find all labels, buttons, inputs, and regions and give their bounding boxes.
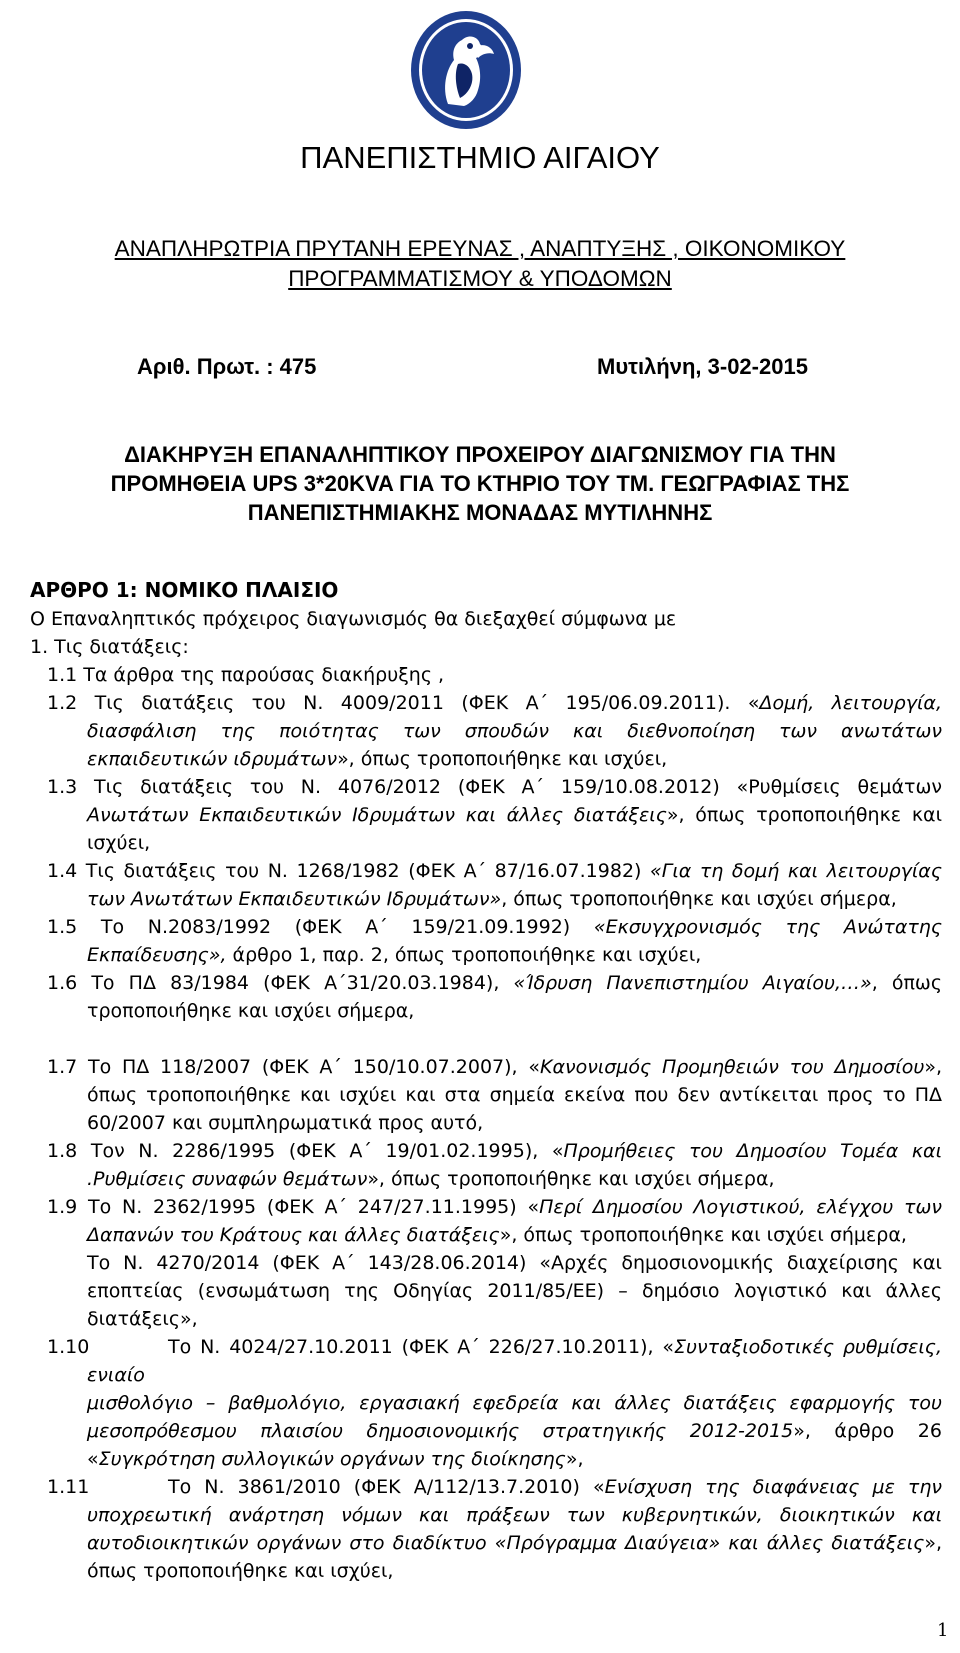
item-1-7-line-1: 1.7 Το ΠΔ 118/2007 (ΦΕΚ Α΄ 150/10.07.2007), «Κανονισμός Προμηθειών του Δημοσίου», xyxy=(47,1056,942,1078)
item-1-10-line-3: μισθολόγιο – βαθμολόγιο, εργασιακή εφεδρεία και άλλες διατάξεις εφαρμογής του xyxy=(87,1392,942,1414)
item-1-11-line-3: αυτοδιοικητικών οργάνων στο διαδίκτυο «Πρόγραμμα Διαύγεια» και άλλες διατάξεις», xyxy=(87,1532,942,1554)
item-1-3-line-3: ισχύει, xyxy=(87,832,151,854)
item-1-10-line-4: μεσοπρόθεσμου πλαισίου δημοσιονομικής στρατηγικής 2012-2015», άρθρο 26 xyxy=(87,1420,942,1442)
item-1-9-line-5: διατάξεις», xyxy=(87,1308,198,1330)
item-1-9-line-3: Το Ν. 4270/2014 (ΦΕΚ Α΄ 143/28.06.2014) «Αρχές δημοσιονομικής διαχείρισης και xyxy=(87,1252,942,1274)
protocol-number: Αριθ. Πρωτ. : 475 xyxy=(137,354,317,379)
item-1-9-line-4: εποπτείας (ενσωμάτωση της Οδηγίας 2011/85/ΕΕ) – δημόσιο λογιστικό και άλλες xyxy=(87,1280,942,1302)
office-line-1: ΑΝΑΠΛΗΡΩΤΡΙΑ ΠΡΥΤΑΝΗ ΕΡΕΥΝΑΣ , ΑΝΑΠΤΥΞΗΣ , ΟΙΚΟΝΟΜΙΚΟΥ xyxy=(114,236,846,261)
item-1-6-line-2: τροποποιήθηκε και ισχύει σήμερα, xyxy=(87,1000,415,1022)
office-line-2: ΠΡΟΓΡΑΜΜΑΤΙΣΜΟΥ & ΥΠΟΔΟΜΩΝ xyxy=(288,266,672,291)
item-1-1: 1.1 Τα άρθρα της παρούσας διακήρυξης , xyxy=(47,664,445,686)
article-heading: ΑΡΘΡΟ 1: ΝΟΜΙΚΟ ΠΛΑΙΣΙΟ xyxy=(30,578,339,602)
page-number: 1 xyxy=(937,1620,949,1641)
item-1-3-line-2: Ανωτάτων Εκπαιδευτικών Ιδρυμάτων και άλλες διατάξεις», όπως τροποποιήθηκε και xyxy=(87,804,942,826)
item-1-6-line-1: 1.6 Το ΠΔ 83/1984 (ΦΕΚ Α΄31/20.03.1984), «Ίδρυση Πανεπιστημίου Αιγαίου,…», όπως xyxy=(47,972,942,994)
place-date: Μυτιλήνη, 3-02-2015 xyxy=(597,354,808,379)
university-seal-logo xyxy=(408,8,524,132)
subject-line-1: ΔΙΑΚΗΡΥΞΗ ΕΠΑΝΑΛΗΠΤΙΚΟΥ ΠΡΟΧΕΙΡΟΥ ΔΙΑΓΩΝΙΣΜΟΥ ΓΙΑ ΤΗΝ xyxy=(124,442,836,467)
item-1-10-line-1: Το Ν. 4024/27.10.2011 (ΦΕΚ Α΄ 226/27.10.2011), «Συνταξιοδοτικές ρυθμίσεις, xyxy=(168,1336,942,1358)
item-1-9-line-2: Δαπανών του Κράτους και άλλες διατάξεις», όπως τροποποιήθηκε και ισχύει σήμερα, xyxy=(87,1224,907,1246)
item-1-3-line-1: 1.3 Τις διατάξεις του Ν. 4076/2012 (ΦΕΚ Α΄ 159/10.08.2012) «Ρυθμίσεις θεμάτων xyxy=(47,776,942,798)
item-1-10-number: 1.10 xyxy=(47,1336,90,1358)
item-1-11-number: 1.11 xyxy=(47,1476,90,1498)
subject-line-2: ΠΡΟΜΗΘΕΙΑ UPS 3*20KVA ΓΙΑ ΤΟ ΚΤΗΡΙΟ ΤΟΥ ΤΜ. ΓΕΩΓΡΑΦΙΑΣ ΤΗΣ xyxy=(110,471,850,496)
item-1-7-line-2: όπως τροποποιήθηκε και ισχύει και στα σημεία εκείνα που δεν αντίκειται προς το ΠΔ xyxy=(87,1084,942,1106)
item-1-11-line-2: υποχρεωτική ανάρτηση νόμων και πράξεων των κυβερνητικών, διοικητικών και xyxy=(87,1504,942,1526)
item-1-4-line-2: των Ανωτάτων Εκπαιδευτικών Ιδρυμάτων», όπως τροποποιήθηκε και ισχύει σήμερα, xyxy=(87,888,897,910)
item-1-7-line-3: 60/2007 και συμπληρωματικά προς αυτό, xyxy=(87,1112,484,1134)
item-1-9-line-1: 1.9 Το Ν. 2362/1995 (ΦΕΚ Α΄ 247/27.11.1995) «Περί Δημοσίου Λογιστικού, ελέγχου των xyxy=(47,1196,942,1218)
item-1-8-line-2: .Ρυθμίσεις συναφών θεμάτων», όπως τροποποιήθηκε και ισχύει σήμερα, xyxy=(87,1168,775,1190)
university-title: ΠΑΝΕΠΙΣΤΗΜΙΟ ΑΙΓΑΙΟΥ xyxy=(300,140,660,175)
subject-line-3: ΠΑΝΕΠΙΣΤΗΜΙΑΚΗΣ ΜΟΝΑΔΑΣ ΜΥΤΙΛΗΝΗΣ xyxy=(247,500,713,525)
item-1-5-line-1: 1.5 Το Ν.2083/1992 (ΦΕΚ Α΄ 159/21.09.1992) «Εκσυγχρονισμός της Ανώτατης xyxy=(47,916,942,938)
list-heading: 1. Τις διατάξεις: xyxy=(30,636,189,658)
item-1-2-line-3: εκπαιδευτικών ιδρυμάτων», όπως τροποποιήθηκε και ισχύει, xyxy=(87,748,668,770)
item-1-5-line-2: Εκπαίδευσης», άρθρο 1, παρ. 2, όπως τροποποιήθηκε και ισχύει, xyxy=(87,944,702,966)
item-1-2-line-1: 1.2 Τις διατάξεις του Ν. 4009/2011 (ΦΕΚ Α΄ 195/06.09.2011). «Δομή, λειτουργία, xyxy=(47,692,942,714)
item-1-10-line-5: «Συγκρότηση συλλογικών οργάνων της διοίκησης», xyxy=(87,1448,584,1470)
item-1-2-line-2: διασφάλιση της ποιότητας των σπουδών και διεθνοποίηση των ανωτάτων xyxy=(87,720,942,742)
item-1-11-line-4: όπως τροποποιήθηκε και ισχύει, xyxy=(87,1560,394,1582)
article-intro: Ο Επαναληπτικός πρόχειρος διαγωνισμός θα διεξαχθεί σύμφωνα με xyxy=(30,608,677,630)
item-1-11-line-1: Το Ν. 3861/2010 (ΦΕΚ Α/112/13.7.2010) «Ενίσχυση της διαφάνειας με την xyxy=(168,1476,943,1498)
item-1-10-line-2: ενιαίο xyxy=(87,1364,145,1386)
item-1-4-line-1: 1.4 Τις διατάξεις του Ν. 1268/1982 (ΦΕΚ Α΄ 87/16.07.1982) «Για τη δομή και λειτουργίας xyxy=(47,860,942,882)
item-1-8-line-1: 1.8 Τον Ν. 2286/1995 (ΦΕΚ Α΄ 19/01.02.1995), «Προμήθειες του Δημοσίου Τομέα και xyxy=(47,1140,942,1162)
